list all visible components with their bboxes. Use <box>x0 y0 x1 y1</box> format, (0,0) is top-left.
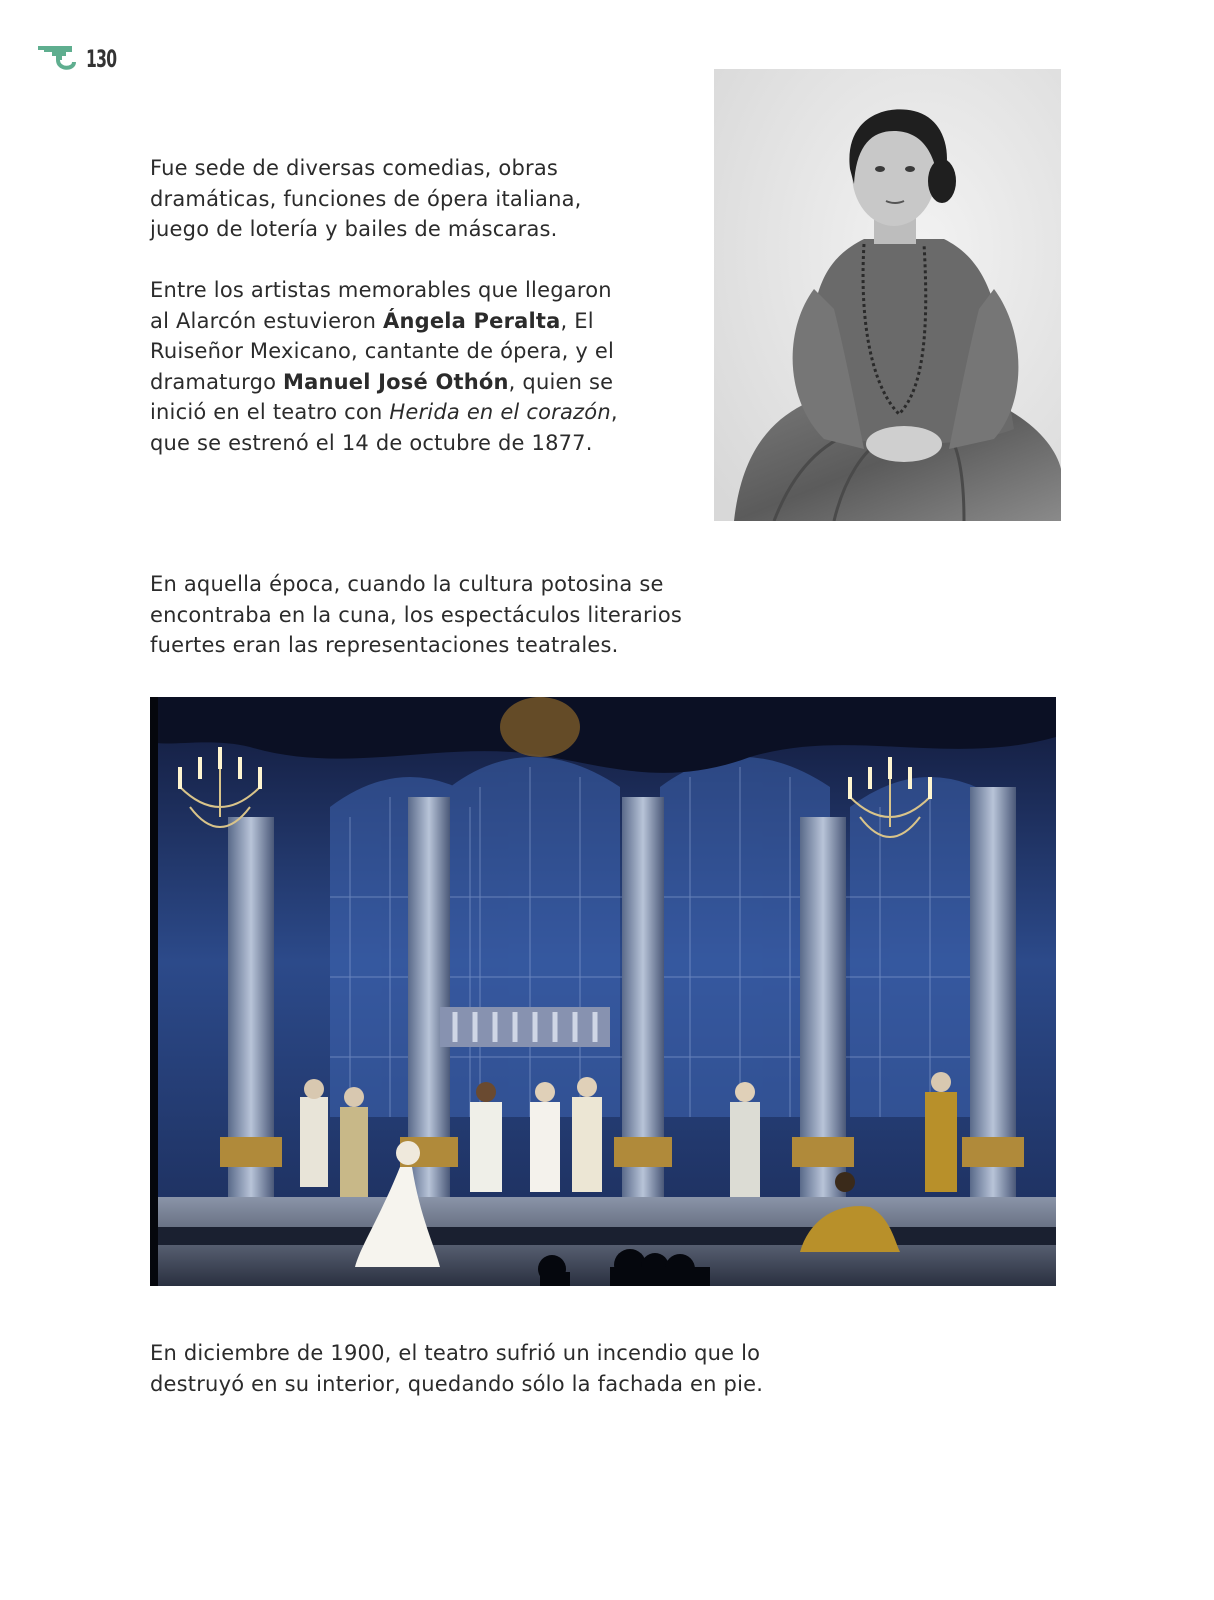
text-segment: , <box>610 400 618 424</box>
paragraph-memorable-artists <box>150 275 690 458</box>
portrait-photo-icon <box>714 69 1061 521</box>
text-line: Fue sede de diversas comedias, obras <box>150 156 559 180</box>
stage-photo-icon <box>150 697 1056 1286</box>
paragraph-venue-events <box>150 153 670 245</box>
text-segment: dramaturgo <box>150 369 284 394</box>
page-number: 130 <box>86 45 117 73</box>
text-line: En aquella época, cuando la cultura potosina se <box>150 572 664 596</box>
text-line: que se estrenó el 14 de octubre de 1877. <box>150 430 593 455</box>
text-segment: inició en el teatro con <box>150 400 390 424</box>
paragraph-fire-1900 <box>150 1338 1050 1399</box>
greca-ornament-icon <box>38 44 78 76</box>
text-line: destruyó en su interior, quedando sólo la fachada en pie. <box>150 1371 764 1396</box>
text-line: Entre los artistas memorables que llegaron <box>150 278 612 302</box>
portrait-photo <box>714 69 1061 521</box>
text-line: Ruiseñor Mexicano, cantante de ópera, y el <box>150 339 615 363</box>
work-title: Herida en el corazón <box>389 400 611 424</box>
artist-name-angela-peralta: Ángela Peralta <box>383 308 561 333</box>
text-line: dramáticas, funciones de ópera italiana, <box>150 186 582 211</box>
paragraph-potosina-culture <box>150 569 850 661</box>
text-line: fuertes eran las representaciones teatrales. <box>150 633 619 657</box>
text-line: juego de lotería y bailes de máscaras. <box>150 217 558 241</box>
text-line: encontraba en la cuna, los espectáculos literarios <box>150 602 683 627</box>
text-line: En diciembre de 1900, el teatro sufrió un incendio que lo <box>150 1341 761 1365</box>
text-segment: , quien se <box>508 369 614 394</box>
text-segment: , El <box>560 308 594 333</box>
artist-name-manuel-jose-othon: Manuel José Othón <box>283 369 509 394</box>
stage-photo <box>150 697 1056 1286</box>
text-segment: al Alarcón estuvieron <box>150 308 383 333</box>
